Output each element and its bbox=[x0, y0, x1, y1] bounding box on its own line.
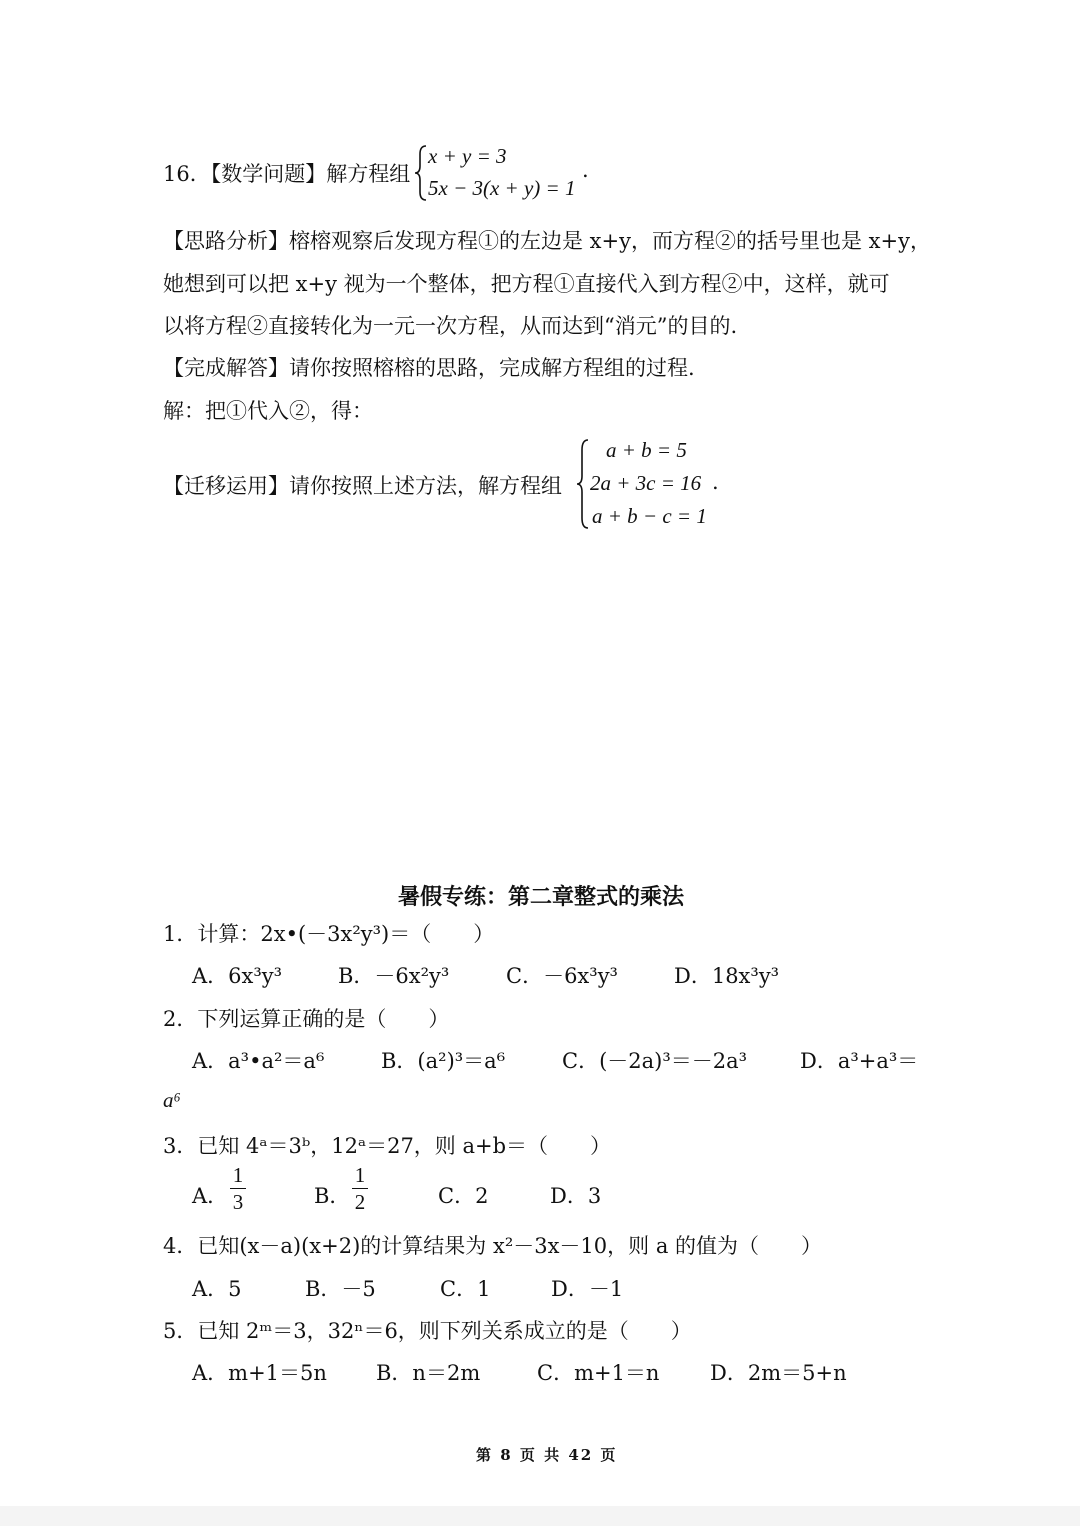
q16-prefix: 16．【数学问题】解方程组 bbox=[163, 162, 411, 186]
q16-solve-prompt: 【完成解答】请你按照榕榕的思路，完成解方程组的过程. bbox=[163, 356, 695, 380]
fraction-numerator: 1 bbox=[354, 1163, 366, 1187]
page-footer: 第 8 页 共 42 页 bbox=[476, 1446, 618, 1464]
fraction-bar bbox=[352, 1188, 368, 1189]
question-1-option-d: D．18x³y³ bbox=[674, 964, 780, 988]
question-2-option-d-continued: a⁶ bbox=[163, 1088, 181, 1112]
question-5-stem: 5．已知 2ᵐ＝3，32ⁿ＝6，则下列关系成立的是（ ） bbox=[163, 1319, 692, 1343]
bottom-edge-strip bbox=[0, 1506, 1080, 1526]
question-3-option-b-label: B． bbox=[314, 1184, 351, 1208]
question-3-stem: 3．已知 4ᵃ＝3ᵇ，12ᵃ＝27，则 a+b＝（ ） bbox=[163, 1134, 612, 1158]
q16-transfer-equation-3: a + b − c = 1 bbox=[592, 504, 707, 528]
question-1-stem: 1．计算：2x•(－3x²y³)＝（ ） bbox=[163, 922, 495, 946]
q16-equation-1: x + y = 3 bbox=[428, 144, 507, 168]
q16-transfer-period: . bbox=[712, 470, 719, 494]
question-1-option-b: B．－6x²y³ bbox=[338, 964, 450, 988]
question-1-option-a: A．6x³y³ bbox=[192, 964, 283, 988]
question-2-option-b: B．(a²)³＝a⁶ bbox=[381, 1049, 506, 1073]
q16-equation-2: 5x − 3(x + y) = 1 bbox=[428, 176, 576, 200]
q16-analysis-line-1: 【思路分析】榕榕观察后发现方程①的左边是 x+y，而方程②的括号里也是 x+y， bbox=[163, 229, 931, 253]
question-4-option-c: C．1 bbox=[440, 1277, 491, 1301]
section-title: 暑假专练：第二章整式的乘法 bbox=[398, 884, 685, 910]
question-3-option-b-fraction bbox=[352, 1164, 368, 1213]
q16-analysis-line-3: 以将方程②直接转化为一元一次方程，从而达到“消元”的目的. bbox=[163, 314, 738, 338]
fraction-denominator: 3 bbox=[232, 1190, 244, 1214]
q16-solve-start: 解：把①代入②，得： bbox=[163, 399, 373, 423]
question-3-option-c: C．2 bbox=[438, 1184, 489, 1208]
q16-transfer-equation-2: 2a + 3c = 16 bbox=[590, 471, 702, 495]
question-2-stem: 2．下列运算正确的是（ ） bbox=[163, 1007, 450, 1031]
question-3-option-a-label: A． bbox=[192, 1184, 229, 1208]
q16-transfer-equation-1: a + b = 5 bbox=[606, 438, 687, 462]
q16-analysis-line-2: 她想到可以把 x+y 视为一个整体，把方程①直接代入到方程②中，这样，就可 bbox=[163, 272, 890, 296]
question-2-option-d: D．a³+a³＝ bbox=[800, 1049, 919, 1073]
q16-period: . bbox=[582, 158, 589, 182]
question-4-option-b: B．－5 bbox=[305, 1277, 376, 1301]
q16-transfer-left-brace bbox=[576, 438, 590, 530]
fraction-bar bbox=[230, 1188, 246, 1189]
question-5-option-a: A．m+1＝5n bbox=[192, 1361, 327, 1385]
q16-transfer-prefix: 【迁移运用】请你按照上述方法，解方程组 bbox=[163, 474, 562, 498]
question-5-option-b: B．n＝2m bbox=[376, 1361, 481, 1385]
fraction-denominator: 2 bbox=[354, 1190, 366, 1214]
q16-left-brace bbox=[414, 144, 428, 202]
question-5-option-c: C．m+1＝n bbox=[537, 1361, 660, 1385]
question-4-stem: 4．已知(x－a)(x+2)的计算结果为 x²－3x－10，则 a 的值为（ ） bbox=[163, 1234, 823, 1258]
question-3-option-d: D．3 bbox=[550, 1184, 602, 1208]
question-4-option-a: A．5 bbox=[192, 1277, 242, 1301]
fraction-numerator: 1 bbox=[232, 1163, 244, 1187]
question-2-option-c: C．(－2a)³＝－2a³ bbox=[562, 1049, 748, 1073]
question-5-option-d: D．2m＝5+n bbox=[710, 1361, 847, 1385]
question-4-option-d: D．－1 bbox=[551, 1277, 624, 1301]
question-3-option-a-fraction bbox=[230, 1164, 246, 1213]
question-1-option-c: C．－6x³y³ bbox=[506, 964, 618, 988]
question-2-option-a: A．a³•a²＝a⁶ bbox=[192, 1049, 325, 1073]
